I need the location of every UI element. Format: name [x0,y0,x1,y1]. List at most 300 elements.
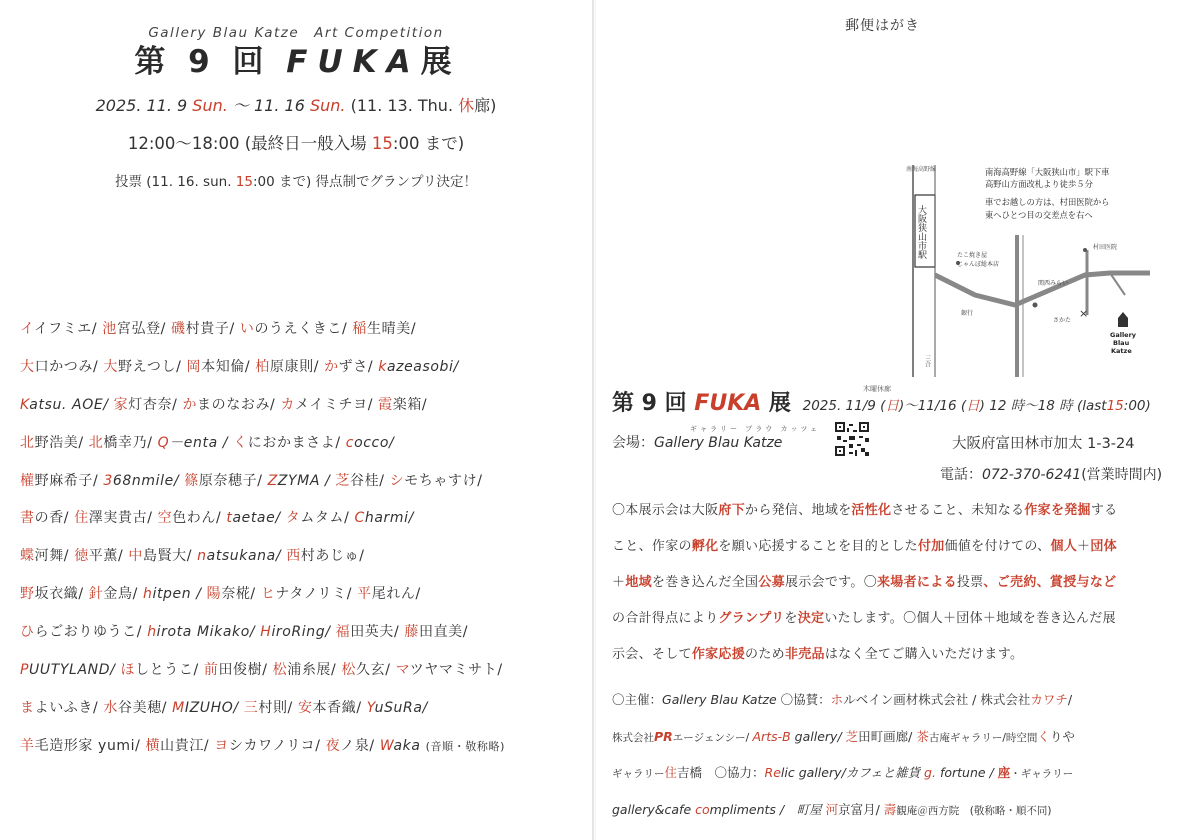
description-line [612,643,1172,679]
artist-initial: 福 [335,624,351,641]
artist-name [396,662,503,678]
artist-initial: k [378,358,387,375]
artist-initial: 前 [203,662,219,679]
vote-part: 投票 (11. 16. sun. [114,174,236,190]
artist-initial: マ [395,662,410,679]
dates-sunday: 日 [885,398,899,414]
venue [612,432,782,452]
artist-initial: c [345,434,355,451]
map-gallery-label-3: Katze [1111,347,1132,355]
artist-name [378,359,459,375]
credit-accent: カワチ [1030,692,1068,707]
phone [940,464,1162,484]
artist-name [20,548,74,564]
artist-rest: 田俊樹/ [218,662,273,679]
main-road [935,273,1150,305]
dates-part: )〜11/16 ( [898,398,967,414]
artist-rest: iroRing/ [271,624,336,641]
artist-name [182,397,280,413]
artist-rest: 谷美穂/ [118,699,173,716]
date-sunday: Sun. [192,96,228,115]
artist-initial: 書 [20,510,35,527]
artist-rest: 尾れん/ [371,586,421,603]
artist-name [120,662,203,678]
artist-rest: メイミチヨ/ [295,396,379,413]
description-text: する [1090,503,1118,518]
artist-rest: 色わん/ [172,510,227,527]
artist-row [20,356,585,394]
artist-initial: 三 [243,699,259,716]
credit-accent: く [1037,728,1050,744]
artist-rest: 谷桂/ [350,472,390,489]
artist-initial: カ [280,396,296,413]
description-text: 示会、そして [612,647,692,662]
artist-rest: irota Mikako/ [156,624,261,641]
artist-row [20,394,585,432]
artist-name [268,473,336,489]
credit-text: 田町画廊/ [858,728,917,744]
date-part: (11. 13. Thu. [345,96,459,115]
description-line [612,535,1172,571]
opening-hours [0,130,592,154]
artist-initial: 權 [20,472,35,489]
artist-initial: M [172,699,185,716]
artist-initial: n [197,548,207,565]
artist-initial: 夜 [325,737,341,754]
artist-name [341,662,395,678]
description-text: 展示会です。〇 [784,575,877,590]
artist-name [89,435,158,451]
artist-name [346,435,395,451]
map-direction-3: 車でお越しの方は、村田医院から [985,197,1110,207]
artist-name [187,359,256,375]
description-text: 価値を付けての、 [944,539,1051,554]
phone-label: 電話： [940,467,982,483]
map-landmark-clinic: 村田医院 [1093,244,1118,251]
artist-rest: 楽箱/ [392,396,428,413]
artist-initial: 羊 [20,737,35,754]
artist-name [286,510,355,526]
credit-accent: co [695,802,710,818]
artist-rest: 原奈穂子/ [198,472,268,489]
credits-line-4 [612,800,1172,837]
artist-rest: 野麻希子/ [34,472,104,489]
artist-row [20,432,585,470]
artist-name [128,548,197,564]
artist-rest: 橋幸乃/ [103,434,158,451]
artist-name [335,473,389,489]
description-accent: 非売品 [784,647,825,662]
artist-name [103,473,184,489]
credit-text: 京富月/ [838,802,884,818]
date-part: 廊) [474,96,497,115]
artist-name [20,586,89,602]
description-text: ＋ [612,575,626,590]
artist-rest: IZUHO/ [184,699,244,716]
map-landmark-mirai: 関西みらい [1038,280,1069,287]
credit-accent: 壽 [883,802,897,818]
artist-name [261,586,357,602]
vote-accent: 15 [235,174,253,190]
closed-day-mark: 休 [458,96,475,115]
description-line [612,499,1172,535]
postcard-label: 郵便はがき [845,18,920,34]
map-landmark-shop2: さかた [1053,317,1072,324]
artist-initial: P [20,662,30,679]
artist-initial: 柏 [255,358,270,375]
date-part: 2025. 11. 9 [95,96,193,115]
artist-rest: 原康則/ [269,358,325,375]
hours-accent: 15 [371,134,393,153]
artist-initial: 空 [157,510,173,527]
artist-rest: よいふき/ [34,699,104,716]
exhibition-dates [0,93,592,116]
artist-rest: itpen / [152,586,207,603]
artist-initial: W [379,737,394,754]
artist-name [20,359,103,375]
artist-rest: 浦糸展/ [287,662,342,679]
artist-rest: 口かつみ/ [34,358,104,375]
description-accent: 孵化 [691,539,719,554]
artist-initial: K [20,396,30,413]
credit-text: 観庵＠西方院 (敬称略・順不同) [896,805,1052,818]
artist-rest: 村貴子/ [185,321,240,337]
credits-line-3 [612,763,1172,800]
description-text: ＋ [1077,539,1091,554]
artist-rest: 生晴美/ [367,321,417,337]
artist-rest: atsukana/ [206,548,287,565]
artist-initial: 霞 [378,396,393,413]
description-text: を巻き込んだ全国 [651,575,759,590]
artist-name [260,624,335,640]
credit-text: gallery&cafe [612,802,696,818]
right-dates [803,398,1151,414]
artist-name [244,700,298,716]
credit-text: エージェンシー/ [672,731,753,744]
description-text: の合計得点により [612,611,719,626]
artist-rest: 島賢大/ [142,548,198,565]
map-station-label: 大阪狭山市駅 [916,205,926,259]
artist-rest: 村則/ [258,699,298,716]
artist-initial: 大 [20,358,35,375]
artist-name [226,510,285,526]
credit-text: 株式会社 [612,731,654,744]
credit-text: りや [1049,728,1075,744]
artist-rest: ムタム/ [300,510,355,527]
artist-name [103,359,186,375]
dates-sunday: 日 [966,398,980,414]
artist-initial: 家 [113,396,129,413]
description-accent: 府下 [718,503,746,518]
map-gallery-label-1: Gallery [1110,331,1137,339]
artist-rest: しとうこ/ [135,662,204,679]
hours-part: 12:00〜18:00 (最終日一般入場 [127,134,372,153]
clinic2-marker-icon [1083,248,1087,252]
artist-initial: ほ [120,662,136,679]
artist-rest: 田直美/ [418,624,469,641]
artist-name [172,700,244,716]
description-text: はなく全てご購入いただけます。 [824,647,1024,662]
credit-text: mpliments / 町屋 [709,802,826,818]
artist-rest: まのなおみ/ [197,396,281,413]
artist-initial: 西 [286,548,301,565]
artist-name [20,662,120,678]
artist-name [89,586,143,602]
artist-rest: 河舞/ [34,548,75,565]
description-text: こと、作家の [612,539,692,554]
artist-initial: 藤 [404,624,419,641]
credit-accent: 茶 [916,728,929,744]
description-accent: 個人 [1050,539,1078,554]
artist-row [20,735,585,773]
artist-name [354,510,413,526]
artist-name [286,548,364,564]
credit-accent: 河 [825,802,839,818]
credit-text: 古庵ギャラリー/時空間 [928,731,1038,744]
subtitle: Gallery Blau Katze Art Competition [148,25,444,41]
map-line-label: 南海高野線 [906,166,937,173]
qr-code-icon[interactable] [835,422,869,456]
artist-rest: atsu. AOE/ [29,396,114,413]
artist-rest: におかまさよ/ [247,434,346,451]
artist-initial: 篠 [184,472,199,489]
artist-initial: Q [157,434,170,451]
artist-rest: azeasobi/ [386,358,459,375]
artist-rest: ナタノリミ/ [275,586,358,603]
artist-rest: occo/ [354,434,395,451]
artist-name [197,548,286,564]
artist-rest: 本香織/ [312,699,367,716]
vote-part: :00 まで) 得点制でグランプリ決定！ [252,174,478,190]
description-accent: グランプリ [718,611,785,626]
fold-line-shadow [595,0,596,840]
artist-name [390,473,483,489]
artist-rest: uSuRa/ [374,699,428,716]
description-text: させること、未知なる [891,503,1025,518]
description-accent: 来場者による [877,575,957,590]
map-landmark-three: 三合 [923,355,931,367]
artist-rest: ノ泉/ [340,737,380,754]
artist-rest: aetae/ [232,510,286,527]
artist-name [102,321,171,337]
credit-text: Gallery Blau Katze [662,692,777,707]
map-direction-1: 南海高野線「大阪狭山市」駅下車 [985,167,1110,177]
artist-row [20,583,585,621]
artist-row [20,318,585,356]
credit-text: ・ギャラリー [1010,768,1074,781]
artist-initial: い [239,321,255,337]
artist-initial: か [182,396,198,413]
artist-initial: 水 [103,699,118,716]
fold-line [592,0,594,840]
artist-name [143,586,207,602]
artist-name [20,397,114,413]
dates-part: ) 12 時〜18 時 (last [979,398,1107,414]
artist-initial: 平 [357,586,372,603]
artist-rest: harmi/ [364,510,414,527]
map-direction-2: 高野山方面改札より徒歩５分 [985,179,1093,189]
artist-name [426,738,505,754]
credit-accent: 芝 [845,728,859,744]
artist-name [74,510,157,526]
artist-rest: 野浩美/ [34,434,89,451]
description-accent: 地域 [625,575,652,590]
venue-ruby: ギャラリー ブラウ カッツェ [690,425,821,433]
artist-name [184,473,267,489]
artist-name [404,624,468,640]
description-text: 投票 [956,575,984,590]
artist-initial: H [260,624,272,641]
artist-name [233,435,346,451]
phone-number[interactable]: 072-370-6241 [982,467,1082,483]
artist-initial: 池 [102,321,117,337]
artist-rest: 金鳥/ [103,586,143,603]
artist-name [147,624,260,640]
description-line [612,571,1172,607]
description-accent: 公募 [758,575,785,590]
artist-name [171,321,240,337]
credit-text: gallery/ [790,728,846,744]
credit-text: / [1067,692,1073,707]
credit-text: 〇主催： [612,692,663,707]
description-text: のため [745,647,785,662]
right-title [612,386,1151,417]
description-accent: 決定 [797,611,825,626]
artist-name [20,738,146,754]
description-text: いたします。〇個人＋団体＋地域を巻き込んだ展 [824,611,1116,626]
gallery-marker-icon [1118,312,1128,327]
artist-initial: 野 [20,586,35,603]
artist-rest: 68nmile/ [112,472,185,489]
artist-rest: (音順・敬称略) [425,739,506,753]
access-map [905,155,1167,377]
artist-rest: 野えつし/ [118,358,187,375]
artist-name [207,586,261,602]
artist-list [20,318,585,773]
artist-name [378,397,427,413]
artist-row [20,621,585,659]
artist-name [214,738,325,754]
artist-rest: 本知倫/ [201,358,256,375]
credit-accent: Re [764,765,781,781]
artist-initial: 針 [88,586,104,603]
artist-name [20,700,103,716]
description-accent: 活性化 [851,503,892,518]
description-accent: 団体 [1090,539,1117,554]
artist-rest: －enta / [169,434,234,451]
artist-rest: ZYMA / [277,472,336,489]
artist-initial: ヨ [214,737,229,754]
credit-text: 吉橋 〇協力： [677,765,765,781]
phone-note: (営業時間内) [1081,467,1163,483]
artist-initial: 蝶 [20,548,35,565]
title-fuka: FUKA [694,391,762,416]
artist-initial: 松 [341,662,357,679]
artist-name [240,321,353,337]
artist-initial: 北 [20,434,35,451]
artist-initial: h [147,624,157,641]
artist-name [255,359,324,375]
artist-rest: 坂衣織/ [34,586,89,603]
credit-text: ギャラリー [612,768,665,781]
artist-rest: の香/ [34,510,75,527]
map-landmark-takoyaki: たこ焼き屋 [957,252,988,259]
closed-day-note: 木曜休廊 [863,385,891,393]
credits [612,690,1172,837]
artist-initial: 3 [103,472,113,489]
map-direction-4: 東へひとつ目の交差点を右へ [985,210,1093,220]
credit-accent: Arts-B [752,728,791,744]
artist-rest: 奈椛/ [221,586,261,603]
voting-note [0,170,592,190]
artist-row [20,545,585,583]
dates-part: :00) [1123,398,1151,414]
date-part: 〜 11. 16 [227,96,310,115]
hours-part: :00 まで) [392,134,465,153]
credit-accent: 座 [997,765,1011,781]
date-sunday: Sun. [309,96,346,115]
gallery-road-branch [1110,273,1125,295]
address: 大阪府富田林市加太 1-3-24 [952,436,1135,452]
description-text: 〇本展示会は大阪 [612,503,719,518]
dates-part: 2025. 11/9 ( [802,398,886,414]
artist-name [20,435,89,451]
artist-name [20,473,103,489]
artist-initial: 磯 [171,321,186,337]
exhibition-title [0,36,592,81]
artist-row [20,659,585,697]
artist-rest: 久玄/ [356,662,396,679]
artist-rest: イフミエ/ [33,321,103,337]
artist-initial: 住 [74,510,89,527]
artist-rest: 村あじゅ/ [300,548,365,565]
artist-initial: 陽 [206,586,222,603]
artist-name [20,624,147,640]
artist-name [352,321,416,337]
artist-rest: 毛造形家 yumi/ [34,737,146,754]
description-line [612,607,1172,643]
artist-initial: 岡 [186,358,202,375]
title-prefix: 第 9 回 [134,44,287,80]
artist-name [103,700,172,716]
description-text: から発信、地域を [745,503,852,518]
artist-initial: ま [20,699,35,716]
artist-initial: タ [285,510,301,527]
artist-initial: ヒ [260,586,276,603]
artist-initial: ひ [20,624,35,641]
map-gallery-label-2: Blau [1113,339,1130,347]
artist-initial: 大 [103,358,118,375]
artist-initial: イ [20,321,34,337]
artist-initial: 北 [88,434,104,451]
artist-initial: 安 [297,699,313,716]
artist-rest: UUTYLAND/ [29,662,121,679]
credit-text: 〇協賛： [776,692,831,707]
artist-initial: t [226,510,233,527]
credit-text: fortune / [935,765,998,781]
artist-rest: 平薫/ [88,548,129,565]
artist-rest: 澤実貴古/ [88,510,158,527]
artist-name [357,586,421,602]
artist-rest: モちゃすけ/ [404,472,483,489]
venue-label: 会場： [612,435,654,451]
artist-initial: 横 [145,737,161,754]
artist-row [20,507,585,545]
description-accent: 作家応援 [691,647,746,662]
artist-rest: ツヤマミサト/ [409,662,503,679]
map-landmark-shop: じゃんぼ総本店 [957,261,1000,268]
credit-text: ルベイン画材株式会社 / 株式会社 [843,692,1031,707]
